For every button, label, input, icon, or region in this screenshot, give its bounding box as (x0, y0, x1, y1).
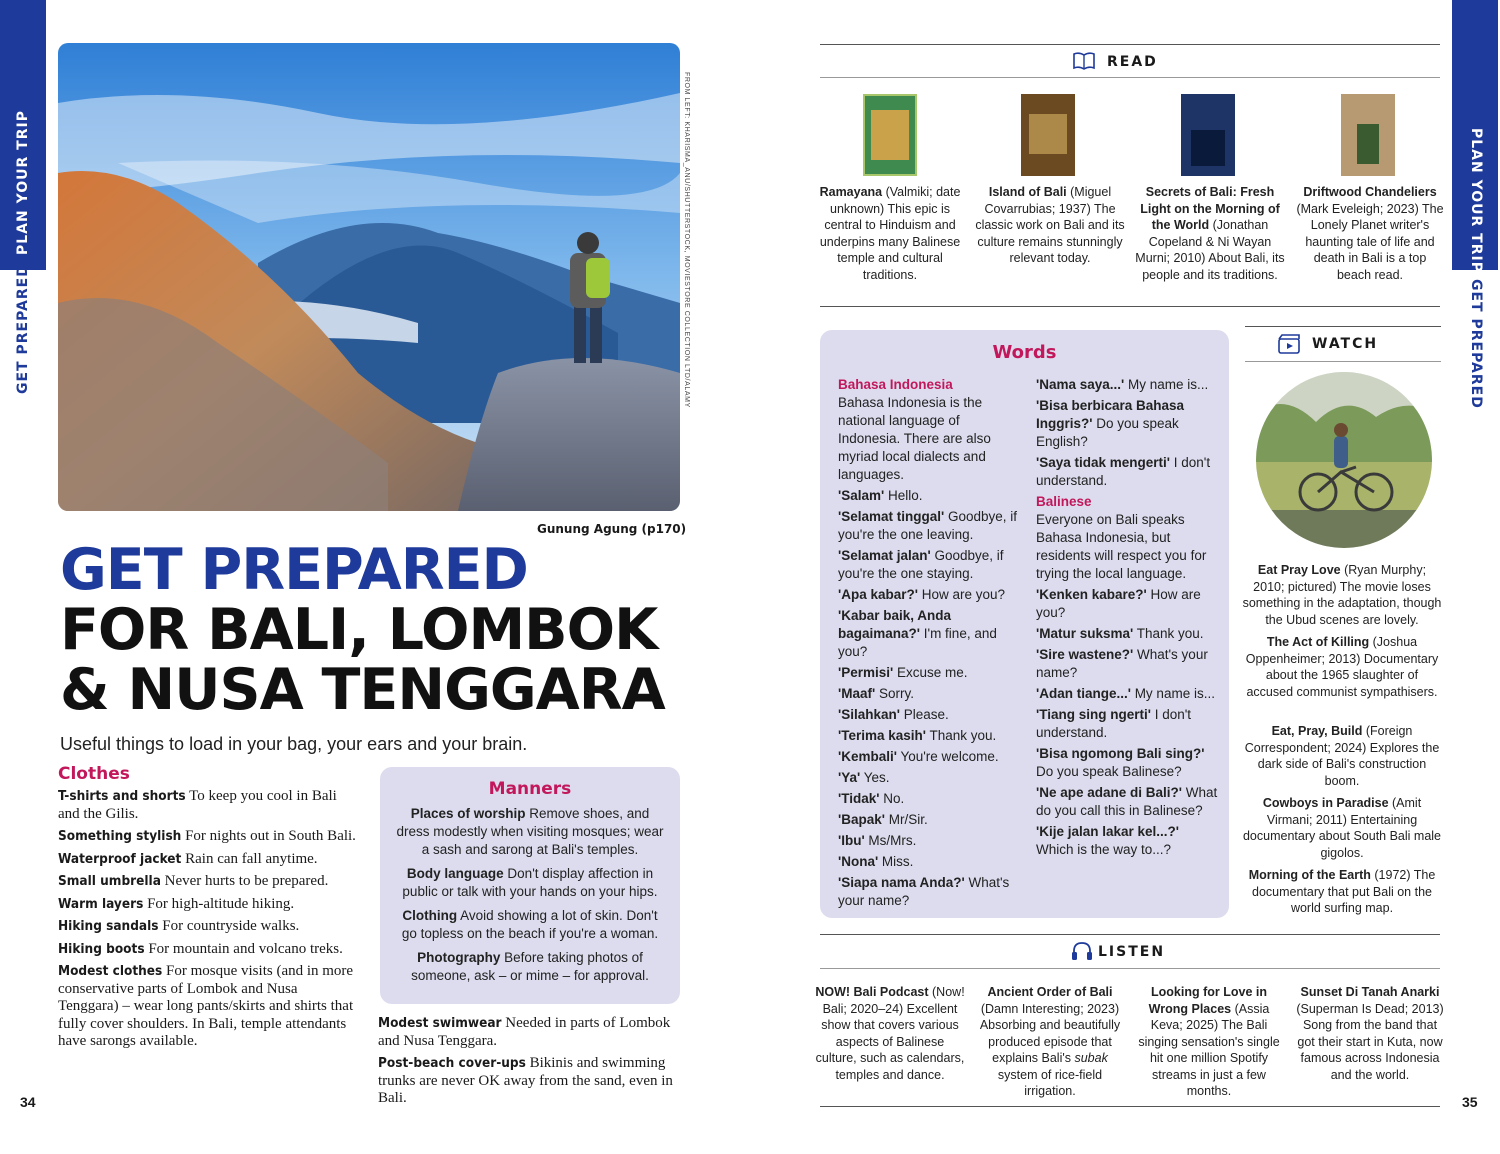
phrase-item: 'Ibu' Ms/Mrs. (838, 833, 917, 848)
film-icon (1278, 334, 1300, 359)
manners-item: Places of worship Remove shoes, and dress modestly when visiting mosques; wear a sash and sarong at Bali's temples. (396, 806, 664, 857)
film-title: Morning of the Earth (1248, 868, 1371, 882)
phrase-item-term: 'Kabar baik, Anda bagaimana?' (838, 608, 951, 641)
book-icon (1073, 52, 1095, 75)
clothes-list (58, 788, 358, 1051)
phrase-item-term: 'Siapa nama Anda?' (838, 875, 965, 890)
phrase-item-term: 'Tiang sing ngerti' (1036, 707, 1151, 722)
phrase-item-term: 'Bisa ngomong Bali sing?' (1036, 746, 1205, 761)
watch-top-rule (1245, 326, 1441, 327)
phrase-item: 'Salam' Hello. (838, 488, 923, 503)
clothes-item-term: Something stylish (58, 828, 182, 844)
phrase-item-term: 'Saya tidak mengerti' (1036, 455, 1170, 470)
listen-item-title: Sunset Di Tanah Anarki (1300, 985, 1440, 999)
phrase-item: 'Kembali' You're welcome. (838, 749, 999, 764)
book-island-of-bali: Island of Bali (Miguel Covarrubias; 1937) The classic work on Bali and its culture remains stunningly relevant today. (975, 185, 1125, 265)
clothes-item: Waterproof jacket Rain can fall anytime. (58, 850, 318, 867)
phrase-item: 'Ne ape adane di Bali?' What do you call this in Balinese? (1036, 785, 1218, 818)
clothes-list-continued (378, 1015, 683, 1113)
phrase-item: 'Matur suksma' Thank you. (1036, 626, 1204, 641)
page-number-right: 35 (1462, 1094, 1478, 1110)
phrase-item: 'Kije jalan lakar kel...?' Which is the way to...? (1036, 824, 1179, 857)
right-tab-plan-your-trip: PLAN YOUR TRIP (1468, 128, 1484, 273)
manners-heading: Manners (488, 779, 572, 799)
clothes-item: Post-beach cover-ups Bikinis and swimming trunks are never OK away from the sand, even in Bali. (378, 1055, 673, 1106)
left-tab-plan-your-trip: PLAN YOUR TRIP (15, 110, 31, 255)
listen-looking-for-love: Looking for Love in Wrong Places (Assia Keva; 2025) The Bali singing sensation's single hit one million Spotify streams in just a few months. (1138, 985, 1280, 1098)
listen-sunset-di-tanah-anarki: Sunset Di Tanah Anarki (Superman Is Dead; 2013) Song from the band that got their start in Kuta, now famous across Indonesia and the world. (1296, 985, 1444, 1082)
book-ramayana: Ramayana (Valmiki; date unknown) This epic is central to Hinduism and underpins many Balinese temple and cultural traditions. (819, 185, 961, 282)
page-title (60, 537, 665, 723)
clothes-item-term: Small umbrella (58, 873, 161, 889)
phrase-item-term: 'Silahkan' (838, 707, 900, 722)
clothes-item-term: Post-beach cover-ups (378, 1055, 526, 1071)
phrase-item: 'Nona' Miss. (838, 854, 914, 869)
page-number-left: 34 (20, 1094, 36, 1110)
clothes-item: Modest swimwear Needed in parts of Lombok and Nusa Tenggara. (378, 1015, 671, 1049)
book-title: Ramayana (819, 185, 883, 199)
film-title: Eat Pray Love (1257, 563, 1341, 577)
read-top-rule (820, 44, 1440, 45)
book-cover-ramayana (863, 94, 917, 176)
clothes-item-term: Modest swimwear (378, 1015, 502, 1031)
listen-ancient-order-of-bali: Ancient Order of Bali (Damn Interesting; 2023) Absorbing and beautifully produced episode that explains Bali's subak system of rice-field irrigation. (979, 985, 1121, 1098)
phrase-item: 'Kenken kabare?' How are you? (1036, 587, 1201, 620)
phrase-item: 'Tidak' No. (838, 791, 905, 806)
clothes-item-term: Warm layers (58, 895, 144, 912)
film-act-of-killing: The Act of Killing (Joshua Oppenheimer; 2013) Documentary about the 1965 slaughter of accused communist sympathisers. (1245, 635, 1439, 699)
phrase-item: 'Apa kabar?' How are you? (838, 587, 1005, 602)
film-title: Cowboys in Paradise (1262, 796, 1389, 810)
book-cover-island-of-bali (1021, 94, 1075, 176)
read-header-rule (820, 77, 1440, 78)
clothes-item: Small umbrella Never hurts to be prepared. (58, 873, 329, 889)
phrase-item-term: 'Adan tiange...' (1036, 686, 1131, 701)
phrase-item-term: 'Salam' (838, 488, 885, 503)
clothes-item: Hiking sandals For countryside walks. (58, 918, 300, 934)
clothes-section (58, 764, 358, 1056)
film-eat-pray-love: Eat Pray Love (Ryan Murphy; 2010; pictured) The movie loses something in the adaptation, though the Ubud scenes are lovely. (1242, 563, 1442, 627)
page-subtitle: Useful things to load in your bag, your ears and your brain. (60, 734, 528, 754)
phrase-item: 'Adan tiange...' My name is... (1036, 686, 1215, 701)
hero-photo-gunung-agung (58, 43, 680, 511)
photo-credit: FROM LEFT: KHARISMA_ANU/SHUTTERSTOCK, MOVIESTORE COLLECTION LTD/ALAMY (683, 72, 690, 408)
film-cowboys-in-paradise: Cowboys in Paradise (Amit Virmani; 2011) Entertaining documentary about South Bali male gigolos. (1242, 796, 1442, 860)
phrase-item-term: 'Ya' (838, 770, 861, 785)
clothes-item-term: Modest clothes (58, 963, 163, 979)
phrase-item: 'Tiang sing ngerti' I don't understand. (1036, 707, 1192, 740)
phrase-item-term: 'Kije jalan lakar kel...?' (1036, 824, 1179, 839)
words-heading: Words (992, 342, 1057, 363)
phrase-item-term: 'Matur suksma' (1036, 626, 1134, 641)
phrase-item-term: 'Sire wastene?' (1036, 647, 1134, 662)
manners-item-term: Photography (417, 950, 501, 965)
read-heading: READ (1107, 54, 1158, 70)
left-tab-get-prepared: GET PREPARED (15, 264, 31, 394)
phrase-item: 'Nama saya...' My name is... (1036, 377, 1209, 392)
headphones-icon (1071, 941, 1093, 966)
phrase-item: 'Permisi' Excuse me. (838, 665, 968, 680)
film-eat-pray-build: Eat, Pray, Build (Foreign Correspondent; 2024) Explores the dark side of Bali's construction boom. (1244, 724, 1440, 788)
phrase-item-term: 'Bapak' (838, 812, 885, 827)
listen-item-title: Ancient Order of Bali (987, 985, 1113, 999)
manners-list (394, 805, 666, 985)
phrase-item-term: 'Ne ape adane di Bali?' (1036, 785, 1182, 800)
phrase-item: 'Ya' Yes. (838, 770, 890, 785)
phrase-item-term: 'Nama saya...' (1036, 377, 1125, 392)
book-secrets-of-bali: Secrets of Bali: Fresh Light on the Morning of the World (Jonathan Copeland & Ni Wayan Murni; 2010) About Bali, its people and its traditions. (1135, 185, 1285, 282)
clothes-item: Warm layers For high-altitude hiking. (58, 895, 295, 912)
listen-bottom-rule (820, 1106, 1440, 1107)
manners-item-term: Body language (406, 866, 504, 881)
phrase-item-term: 'Terima kasih' (838, 728, 926, 743)
phrase-item: 'Siapa nama Anda?' What's your name? (838, 875, 1010, 908)
phrase-item: 'Bisa berbicara Bahasa Inggris?' Do you speak English? (1036, 398, 1185, 449)
words-subheading: Bahasa Indonesia (838, 377, 953, 392)
title-line-3: & NUSA TENGGARA (60, 657, 665, 723)
clothes-item: Something stylish For nights out in South Bali. (58, 828, 356, 844)
clothes-item-term: Hiking boots (58, 940, 145, 957)
phrase-item-term: 'Ibu' (838, 833, 865, 848)
phrase-item: 'Saya tidak mengerti' I don't understand. (1036, 455, 1211, 488)
book-title: Secrets of Bali: Fresh Light on the Morning of the World (1140, 185, 1280, 232)
clothes-item: Modest clothes For mosque visits (and in more conservative parts of Lombok and Nusa Tenggara) – wear long pants/skirts and shirts that fully cover shoulders. In Bali, temple attendants have sarongs available. (58, 963, 354, 1049)
clothes-item: T-shirts and shorts To keep you cool in Bali and the Gilis. (58, 788, 337, 822)
listen-heading: LISTEN (1098, 944, 1166, 960)
book-cover-driftwood-chandeliers (1341, 94, 1395, 176)
film-morning-of-the-earth: Morning of the Earth (1972) The documentary that put Bali on the world surfing map. (1248, 868, 1436, 915)
manners-item: Photography Before taking photos of someone, ask – or mime – for approval. (411, 950, 649, 983)
phrase-item-term: 'Selamat jalan' (838, 548, 931, 563)
phrase-item: 'Silahkan' Please. (838, 707, 949, 722)
phrase-item-term: 'Maaf' (838, 686, 876, 701)
phrase-item: 'Bisa ngomong Bali sing?' Do you speak Balinese? (1036, 746, 1205, 779)
phrase-item: 'Selamat jalan' Goodbye, if you're the one staying. (838, 548, 1004, 581)
film-title: Eat, Pray, Build (1271, 724, 1363, 738)
clothes-heading: Clothes (58, 764, 130, 784)
film-title: The Act of Killing (1266, 635, 1370, 649)
listen-now-bali-podcast: NOW! Bali Podcast (Now! Bali; 2020–24) Excellent show that covers various aspects of Balinese culture, such as calendars, temples and dance. (815, 985, 965, 1082)
clothes-item-term: Waterproof jacket (58, 850, 182, 867)
phrase-item-term: 'Apa kabar?' (838, 587, 918, 602)
listen-top-rule (820, 934, 1440, 935)
read-bottom-rule (820, 306, 1440, 307)
right-tab-get-prepared: GET PREPARED (1468, 279, 1484, 409)
title-line-2: FOR BALI, LOMBOK (60, 597, 658, 663)
listen-item-title: NOW! Bali Podcast (815, 985, 929, 999)
phrase-item: 'Selamat tinggal' Goodbye, if you're the one leaving. (838, 509, 1017, 542)
title-line-1: GET PREPARED (60, 537, 528, 603)
manners-item-term: Clothing (402, 908, 458, 923)
phrase-item-term: 'Kembali' (838, 749, 897, 764)
phrase-item-term: 'Nona' (838, 854, 879, 869)
book-cover-secrets-of-bali (1181, 94, 1235, 176)
phrase-item: 'Maaf' Sorry. (838, 686, 914, 701)
phrase-item: 'Terima kasih' Thank you. (838, 728, 997, 743)
watch-header-rule (1245, 361, 1441, 362)
book-title: Island of Bali (988, 185, 1067, 199)
manners-box (380, 767, 680, 1004)
phrase-item: 'Sire wastene?' What's your name? (1036, 647, 1208, 680)
manners-item: Clothing Avoid showing a lot of skin. Don't go topless on the beach if you're a woman. (401, 908, 659, 941)
phrase-item-term: 'Selamat tinggal' (838, 509, 945, 524)
words-subheading: Balinese (1036, 494, 1092, 509)
clothes-item: Hiking boots For mountain and volcano treks. (58, 940, 343, 957)
watch-heading: WATCH (1312, 336, 1379, 352)
manners-item-term: Places of worship (410, 806, 526, 821)
phrase-item: 'Bapak' Mr/Sir. (838, 812, 928, 827)
listen-item-title: Looking for Love in Wrong Places (1148, 985, 1267, 1016)
manners-item: Body language Don't display affection in public or talk with your hands on your hips. (402, 866, 658, 899)
phrase-item: 'Kabar baik, Anda bagaimana?' I'm fine, and you? (838, 608, 997, 659)
phrase-item: Bahasa Indonesia is the national language of Indonesia. There are also myriad local dialects and languages. (838, 395, 991, 482)
phrase-item: Everyone on Bali speaks Bahasa Indonesia, but residents will respect you for trying the local language. (1036, 512, 1207, 581)
listen-header-rule (820, 968, 1440, 969)
clothes-item-term: Hiking sandals (58, 918, 159, 934)
book-title: Driftwood Chandeliers (1303, 185, 1437, 199)
words-column-1 (838, 376, 1022, 913)
phrase-item-term: 'Bisa berbicara Bahasa Inggris?' (1036, 398, 1185, 431)
phrase-item-term: 'Kenken kabare?' (1036, 587, 1147, 602)
photo-caption: Gunung Agung (p170) (537, 522, 687, 536)
words-box (820, 330, 1229, 918)
film-still-photo (1256, 372, 1432, 548)
clothes-item-term: T-shirts and shorts (58, 788, 186, 804)
phrase-item-term: 'Tidak' (838, 791, 880, 806)
words-column-2 (1036, 376, 1220, 862)
phrase-item-term: 'Permisi' (838, 665, 894, 680)
book-driftwood-chandeliers: Driftwood Chandeliers (Mark Eveleigh; 2023) The Lonely Planet writer's haunting tale of life and death in Bali is a top beach read. (1296, 185, 1444, 282)
